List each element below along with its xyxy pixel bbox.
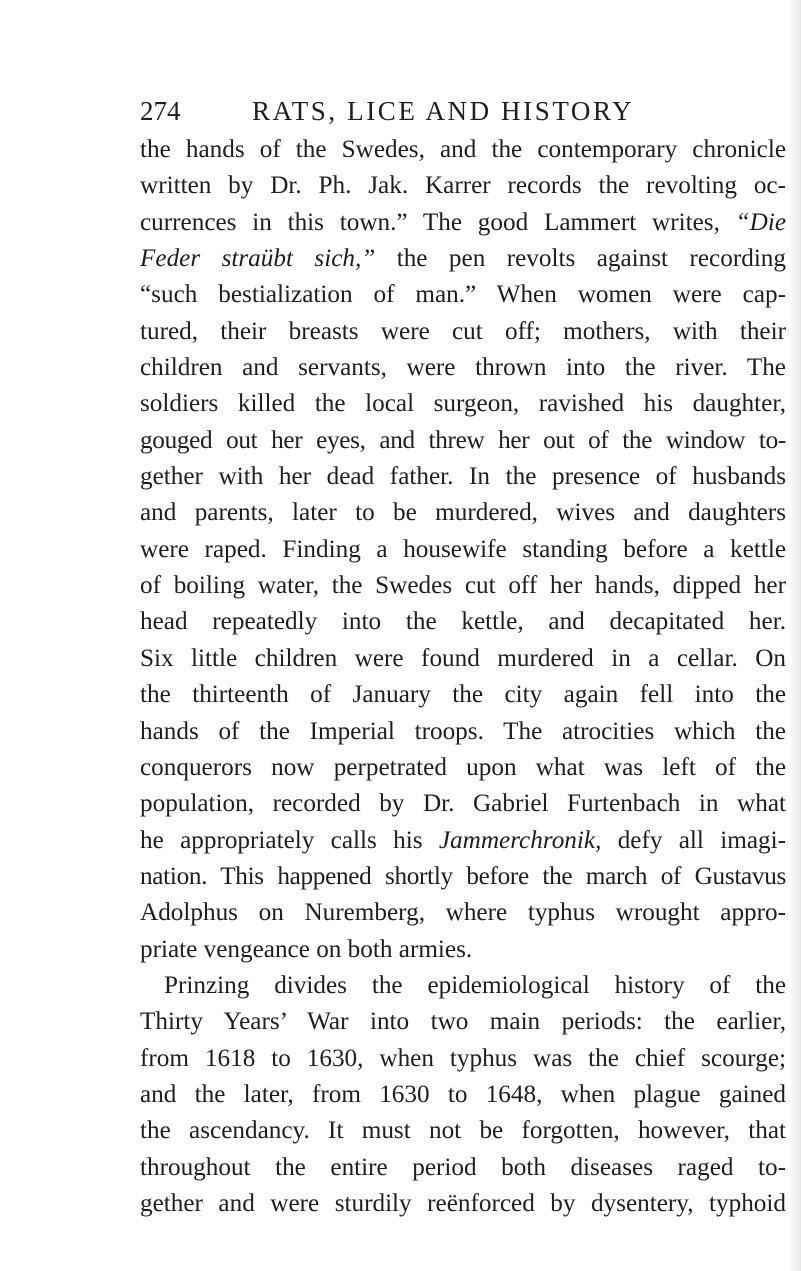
text-line: Six little children were found murdered in a cellar. On [140, 644, 786, 672]
text-line: children and servants, were thrown into the river. The [140, 354, 786, 382]
text-line: head repeatedly into the kettle, and decapitated her. [140, 608, 786, 636]
text-line: priate vengeance on both armies. [140, 935, 473, 963]
text-line: written by Dr. Ph. Jak. Karrer records the revolting oc- [140, 172, 786, 200]
page-header [140, 93, 700, 129]
text-line: of boiling water, the Swedes cut off her hands, dipped her [140, 572, 786, 600]
text-line: hands of the Imperial troops. The atrocities which the [140, 717, 786, 745]
paragraph-first-line: Prinzing divides the epidemiological history of the [164, 971, 786, 999]
running-head: RATS, LICE AND HISTORY [252, 96, 635, 126]
page-edge-shadow [789, 0, 801, 1271]
page-number: 274 [140, 96, 181, 126]
text-line: he appropriately calls his Jammerchronik, defy all imagi- [140, 826, 786, 854]
text-line: soldiers killed the local surgeon, ravished his daughter, [140, 390, 786, 418]
italic-phrase: Jammerchronik, [438, 826, 602, 854]
text-line: the ascendancy. It must not be forgotten, however, that [140, 1117, 786, 1145]
text-line: from 1618 to 1630, when typhus was the chief scourge; [140, 1044, 786, 1072]
text-line: Feder straübt sich,” the pen revolts against recording [140, 245, 786, 273]
text-line: conquerors now perpetrated upon what was left of the [140, 753, 786, 781]
text-line: nation. This happened shortly before the march of Gustavus [140, 862, 786, 890]
text-line: gether and were sturdily reënforced by dysentery, typhoid [140, 1189, 786, 1217]
text-line: Adolphus on Nuremberg, where typhus wrought appro- [140, 899, 786, 927]
text-line: population, recorded by Dr. Gabriel Furtenbach in what [140, 790, 786, 818]
text-line: tured, their breasts were cut off; mothers, with their [140, 317, 786, 345]
text-line: and the later, from 1630 to 1648, when plague gained [140, 1080, 786, 1108]
text-line: gether with her dead father. In the presence of husbands [140, 463, 786, 491]
text-line: currences in this town.” The good Lammert writes, “Die [140, 208, 786, 236]
italic-phrase: “Die [735, 208, 786, 236]
text-line: the hands of the Swedes, and the contemporary chronicle [140, 136, 786, 163]
text-line: were raped. Finding a housewife standing before a kettle [140, 535, 786, 563]
text-line: the thirteenth of January the city again fell into the [140, 681, 786, 709]
text-line: gouged out her eyes, and threw her out of the window to- [140, 426, 786, 454]
text-line: “such bestialization of man.” When women were cap- [140, 281, 786, 309]
text-line: throughout the entire period both diseases raged to- [140, 1153, 786, 1181]
text-line: and parents, later to be murdered, wives and daughters [140, 499, 786, 527]
text-line: Thirty Years’ War into two main periods: the earlier, [140, 1008, 786, 1036]
body-text [140, 132, 786, 1222]
italic-phrase: Feder straübt sich,” [140, 245, 376, 273]
